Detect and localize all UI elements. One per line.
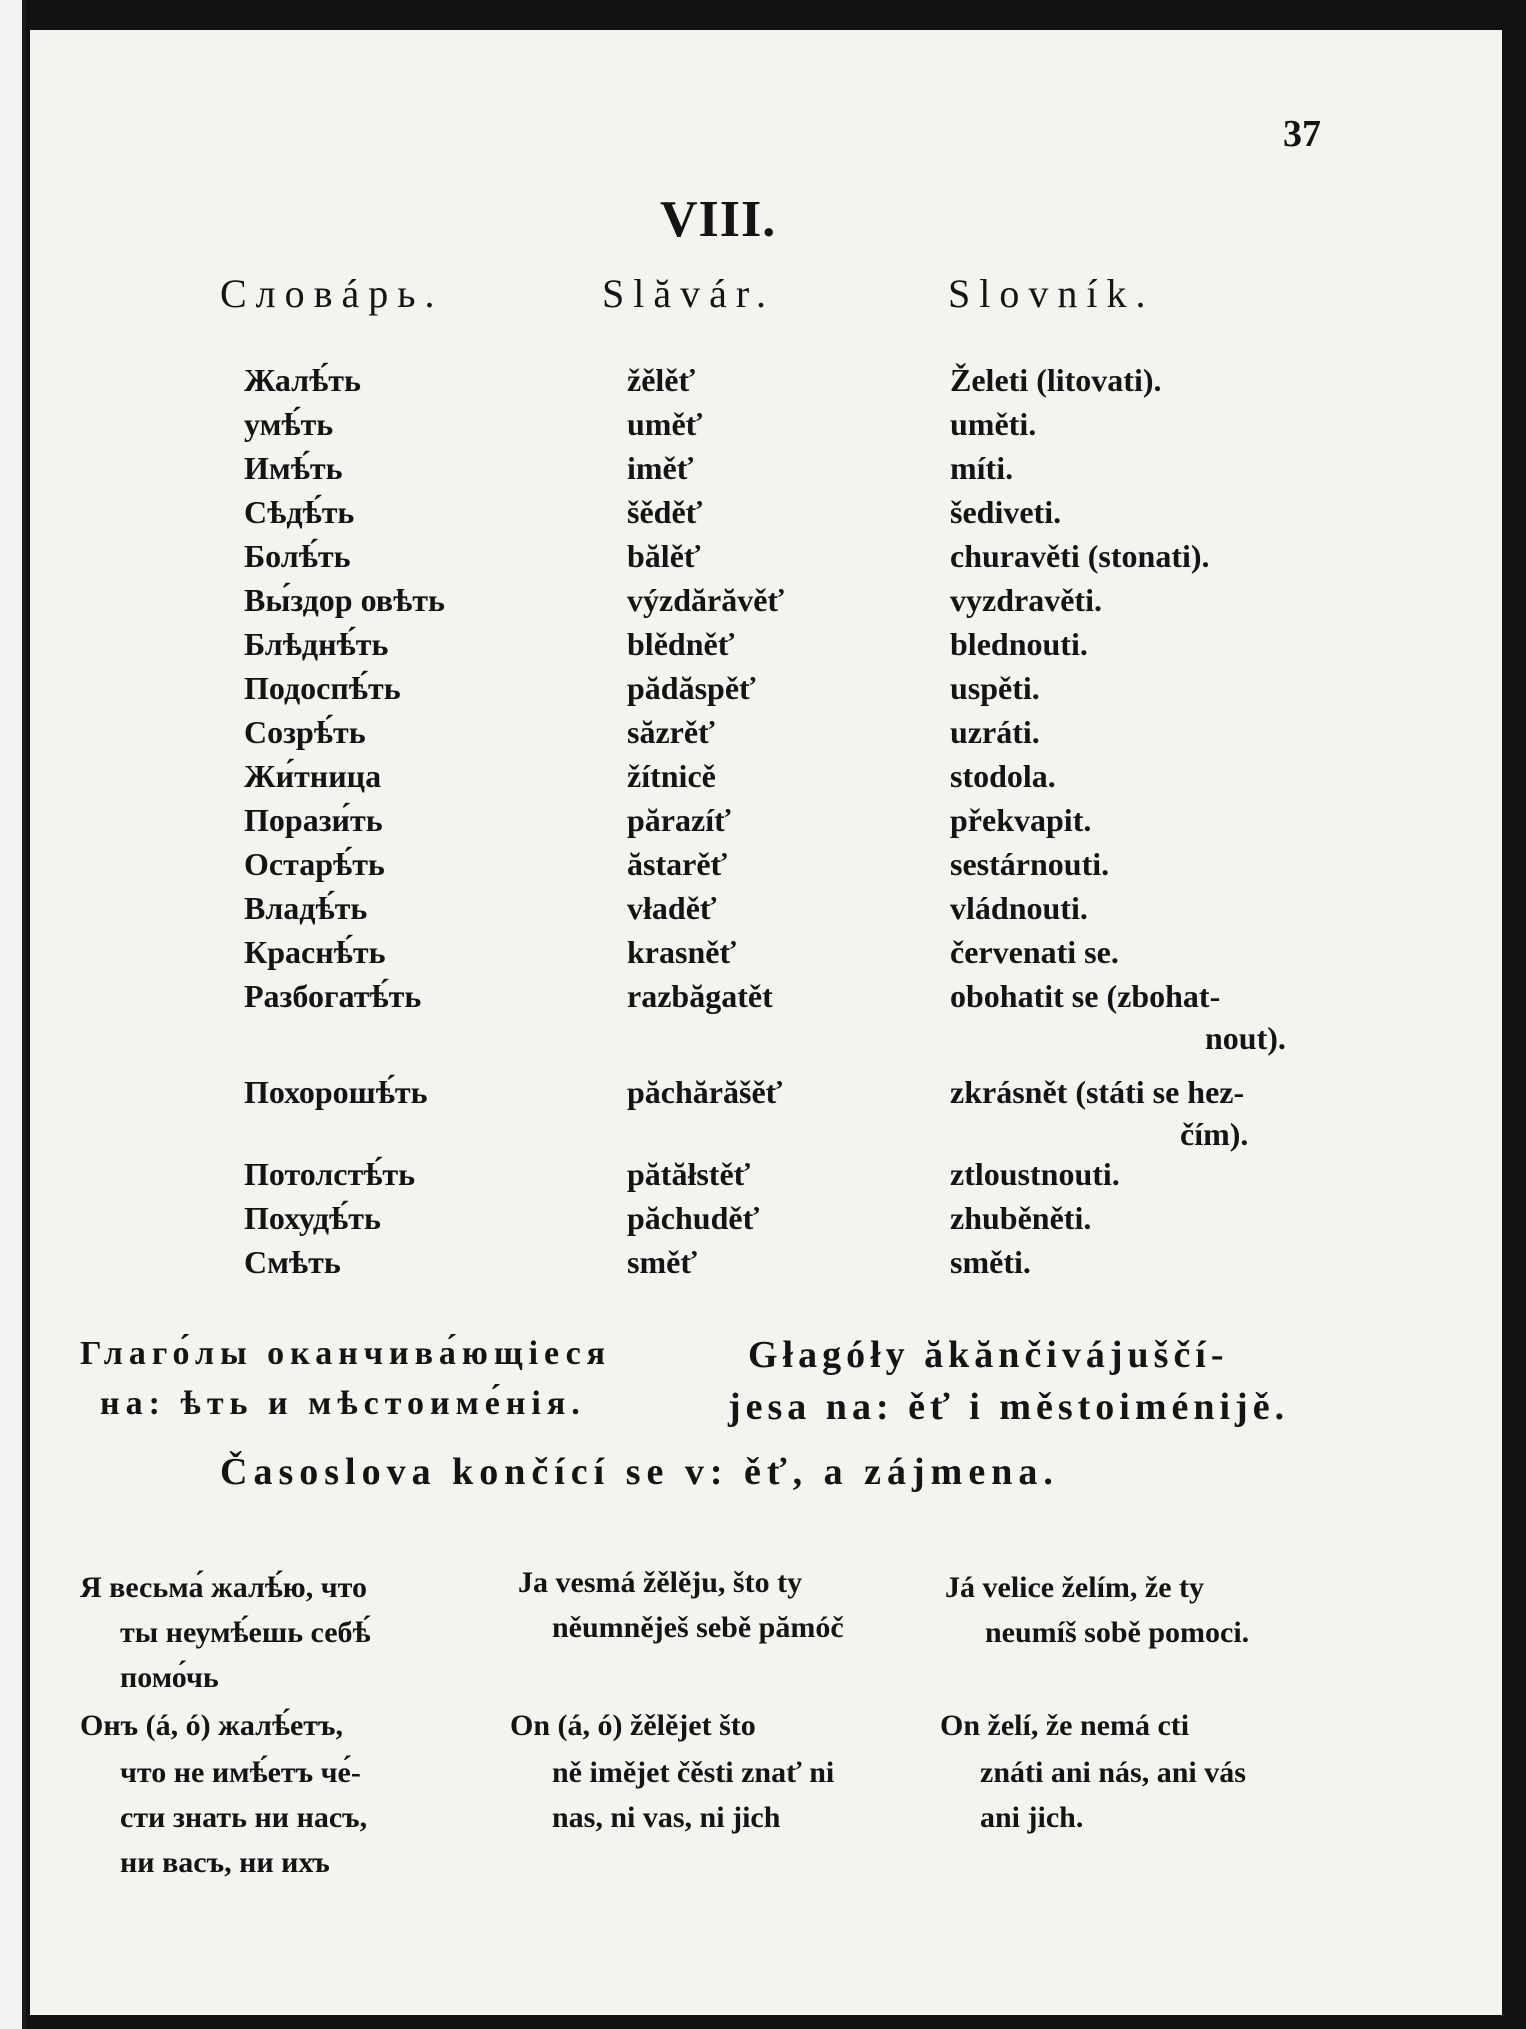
vocab-slavic: blědněť [627,626,735,662]
example-line: помо́чь [120,1661,219,1694]
column-header-czech: Slovník. [948,271,1155,316]
column-header-russian: Словáрь. [220,271,444,316]
vocab-slavic: bălěť [627,538,701,574]
chapter-heading: VIII. [660,191,777,248]
vocab-czech: překvapit. [950,802,1092,838]
vocab-czech: šediveti. [950,494,1062,530]
section-heading-czech: Časoslova končící se v: ěť, a zájmena. [220,1451,1059,1493]
example-line: něumněješ sebě pămóč [552,1611,844,1644]
page-number: 37 [1283,113,1321,155]
vocab-czech: Želeti (litovati). [950,362,1162,398]
example-line: сти знать ни насъ, [120,1801,368,1834]
vocab-slavic: šěděť [627,494,703,530]
vocab-russian: Болѣ́ть [244,538,351,574]
section-heading-russian-line2: на: ѣть и мѣстоиме́нія. [100,1385,586,1422]
vocab-russian: Похудѣ́ть [244,1200,381,1236]
vocab-russian: Подоспѣ́ть [244,670,401,706]
vocab-slavic: razbăgatět [627,978,773,1014]
vocab-czech: uměti. [950,406,1037,442]
vocab-russian: Жи́тница [244,758,382,794]
vocab-czech: uspěti. [950,670,1040,706]
example-line: znáti ani nás, ani vás [980,1756,1246,1789]
vocab-slavic: krasněť [627,934,737,970]
vocab-czech: zhuběněti. [950,1200,1092,1236]
vocab-russian: Смѣть [244,1244,341,1280]
example-line: ты неумѣ́ешь себѣ́ [120,1616,371,1649]
vocab-russian: Разбогатѣ́ть [244,978,422,1014]
vocab-russian: умѣ́ть [244,406,334,442]
vocab-czech: sestárnouti. [950,846,1110,882]
vocab-russian: Похорошѣ́ть [244,1074,428,1110]
vocab-slavic: ăstarěť [627,846,728,882]
vocab-slavic: žělěť [627,362,696,398]
vocab-slavic: uměť [627,406,703,442]
vocab-slavic: žítnicě [627,758,716,794]
example-line: On (á, ó) žělějet što [510,1709,756,1742]
vocab-czech: ztloustnouti. [950,1156,1120,1192]
vocab-slavic: săzrěť [627,714,715,750]
vocab-czech: míti. [950,450,1014,486]
example-line: Já velice želím, že ty [945,1571,1205,1604]
section-heading-slavic-line2: jesa na: ěť i městoiménijě. [728,1386,1290,1428]
vocab-russian: Имѣ́ть [244,450,343,486]
vocab-russian: Порази́ть [244,802,383,838]
example-line: neumíš sobě pomoci. [985,1616,1250,1649]
vocab-czech: vládnouti. [950,890,1088,926]
vocab-slavic: pădăspěť [627,670,756,706]
vocab-russian: Остарѣ́ть [244,846,385,882]
vocab-czech: uzráti. [950,714,1040,750]
example-line: ně imějet čěsti znať ni [552,1756,835,1789]
vocab-czech: červenati se. [950,934,1119,970]
vocab-czech: vyzdravěti. [950,582,1102,618]
vocab-czech-continuation: čím). [1180,1116,1249,1152]
vocab-czech: směti. [950,1244,1031,1280]
vocab-russian: Созрѣ́ть [244,714,366,750]
example-line: что не имѣ́етъ че́- [120,1756,361,1789]
example-line: ani jich. [980,1801,1084,1834]
example-line: nas, ni vas, ni jich [552,1801,781,1834]
vocab-czech: blednouti. [950,626,1088,662]
vocab-russian: Блѣднѣ́ть [244,626,389,662]
example-line: Я весьма́ жалѣ́ю, что [80,1571,367,1604]
vocab-russian: Сѣдѣ́ть [244,494,355,530]
vocab-slavic: vładěť [627,890,717,926]
vocab-slavic: směť [627,1244,697,1280]
vocab-slavic: iměť [627,450,694,486]
vocab-czech: zkrásnět (státi se hez- [950,1074,1245,1110]
example-line: On želí, že nemá cti [940,1709,1190,1742]
vocab-slavic: păchărăšěť [627,1074,783,1110]
vocab-russian: Потолстѣ́ть [244,1156,416,1192]
vocab-slavic: părazíť [627,802,731,838]
vocab-slavic: pătăłstěť [627,1156,751,1192]
vocab-russian: Краснѣ́ть [244,934,386,970]
vocab-czech: obohatit se (zbohat- [950,978,1221,1014]
vocab-russian: Жалѣ́ть [244,362,361,398]
vocab-russian: Вы́здор овѣть [244,582,445,618]
book-page [30,30,1502,2015]
vocab-russian: Владѣ́ть [244,890,368,926]
section-heading-slavic-line1: Głagóły ăkănčivájuščí- [748,1334,1229,1376]
vocab-czech: churavěti (stonati). [950,538,1210,574]
example-line: ни васъ, ни ихъ [120,1846,330,1879]
example-line: Ja vesmá žělěju, što ty [518,1566,803,1599]
example-line: Онъ (á, ó) жалѣ́етъ, [80,1709,343,1742]
vocab-slavic: păchuděť [627,1200,760,1236]
section-heading-russian-line1: Глаго́лы оканчива́ющіеся [80,1335,612,1372]
vocab-czech-continuation: nout). [1205,1020,1286,1056]
scan-left-border [0,0,26,2029]
vocab-slavic: výzdărăvěť [627,582,785,618]
vocab-czech: stodola. [950,758,1056,794]
column-header-slavic: Slăvár. [602,271,775,316]
